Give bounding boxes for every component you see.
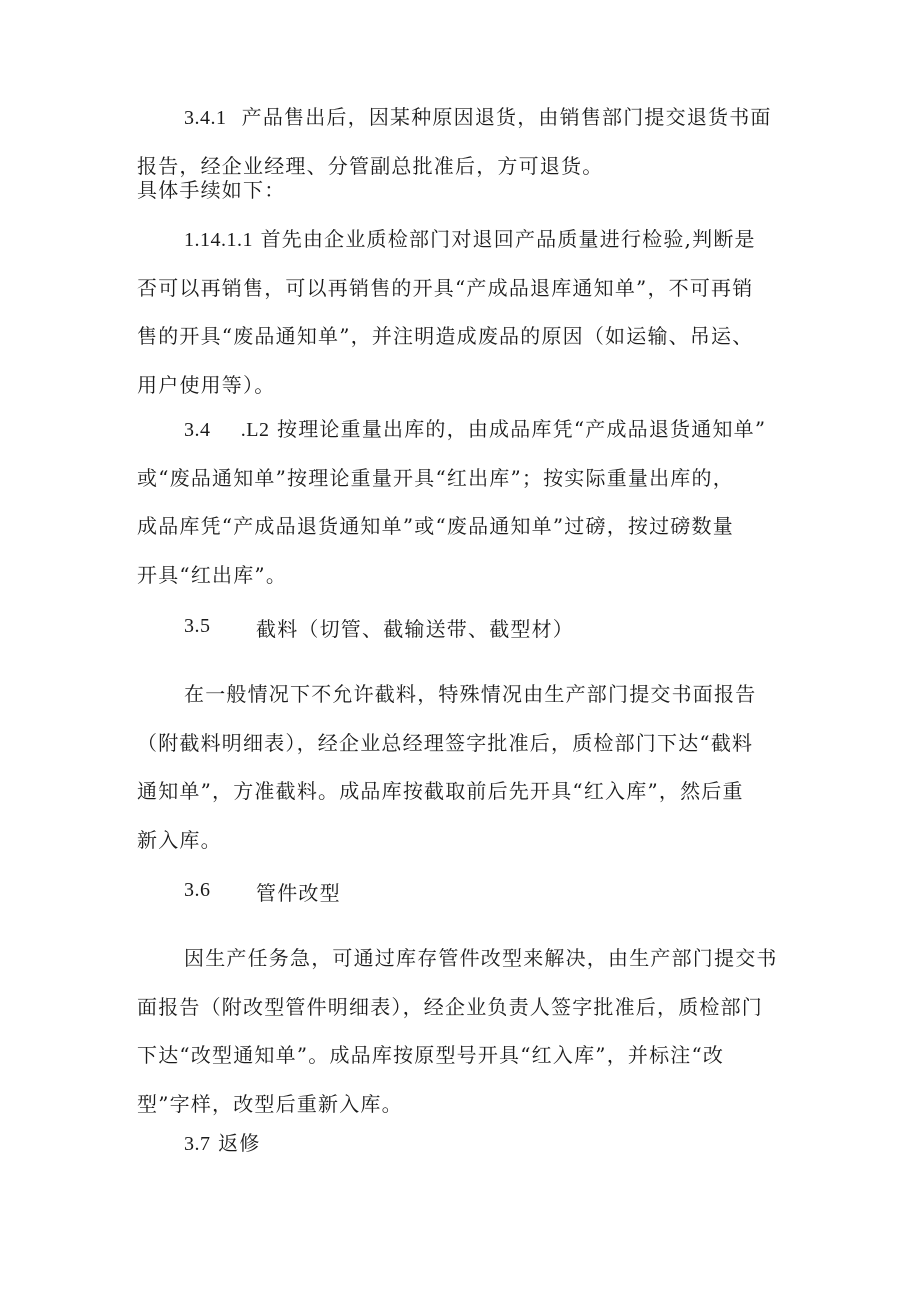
- paragraph-text: 型”字样，改型后重新入库。: [137, 1091, 403, 1116]
- paragraph-text: 用户使用等）。: [137, 372, 276, 397]
- section-title: 返修: [218, 1131, 261, 1155]
- paragraph-text: 新入库。: [137, 827, 222, 852]
- paragraph-3-6: [137, 934, 793, 1128]
- paragraph-text: 报告，经企业经理、分管副总批准后，方可退货。: [137, 153, 604, 178]
- paragraph-text: 在一般情况下不允许截料，特殊情况由生产部门提交书面报告: [184, 682, 757, 706]
- paragraph-line: [137, 405, 793, 454]
- paragraph-3-4-l2: [137, 405, 793, 599]
- section-number: 3.5: [184, 615, 211, 637]
- paragraph-3-5: [137, 670, 793, 864]
- paragraph-line: [137, 1119, 793, 1168]
- paragraph-text: 具体手续如下：: [137, 178, 286, 202]
- paragraph-text: 售的开具“废品通知单”，并注明造成废品的原因（如运输、吊运、: [137, 324, 754, 348]
- paragraph-line: [137, 93, 793, 142]
- paragraph-text: 面报告（附改型管件明细表），经企业负责人签字批准后，质检部门: [137, 994, 763, 1019]
- paragraph-text: 开具“红出库”。: [137, 562, 288, 587]
- paragraph-text: 首先由企业质检部门对退回产品质量进行检验,判断是: [260, 227, 756, 251]
- section-title: 管件改型: [256, 881, 341, 905]
- section-number: 3.7: [184, 1133, 211, 1155]
- paragraph-text: 因生产任务急，可通过库存管件改型来解决，由生产部门提交书: [184, 946, 778, 970]
- paragraph-text: 产品售出后，因某种原因退货，由销售部门提交退货书面: [241, 105, 772, 129]
- procedures-intro: [137, 166, 793, 215]
- paragraph-text: （附截料明细表），经企业总经理签字批准后，质检部门下达“截料: [137, 730, 754, 755]
- section-number: 3.4: [184, 419, 211, 441]
- paragraph-text: 否可以再销售，可以再销售的开具“产成品退库通知单”，不可再销: [137, 275, 754, 300]
- section-heading-3-5: [184, 613, 574, 641]
- section-heading-3-6: [184, 877, 341, 905]
- section-title: 截料（切管、截输送带、截型材）: [256, 617, 574, 641]
- section-number: 3.4.1: [184, 107, 227, 129]
- section-subnumber: .L2: [240, 419, 270, 441]
- paragraph-line: [137, 215, 793, 264]
- paragraph-text: 通知单”，方准截料。成品库按截取前后先开具“红入库”，然后重: [137, 779, 744, 803]
- paragraph-text: 按理论重量出库的，由成品库凭“产成品退货通知单”: [277, 417, 767, 441]
- paragraph-text: 下达“改型通知单”。成品库按原型号开具“红入库”，并标注“改: [137, 1043, 725, 1067]
- paragraph-text: 或“废品通知单”按理论重量开具“红出库”；按实际重量出库的，: [137, 465, 734, 490]
- section-number: 1.14.1.1: [184, 229, 253, 251]
- section-number: 3.6: [184, 879, 211, 901]
- paragraph-text: 成品库凭“产成品退货通知单”或“废品通知单”过磅，按过磅数量: [137, 514, 734, 538]
- paragraph-1-14-1-1: [137, 215, 793, 409]
- section-heading-3-7: [137, 1119, 793, 1168]
